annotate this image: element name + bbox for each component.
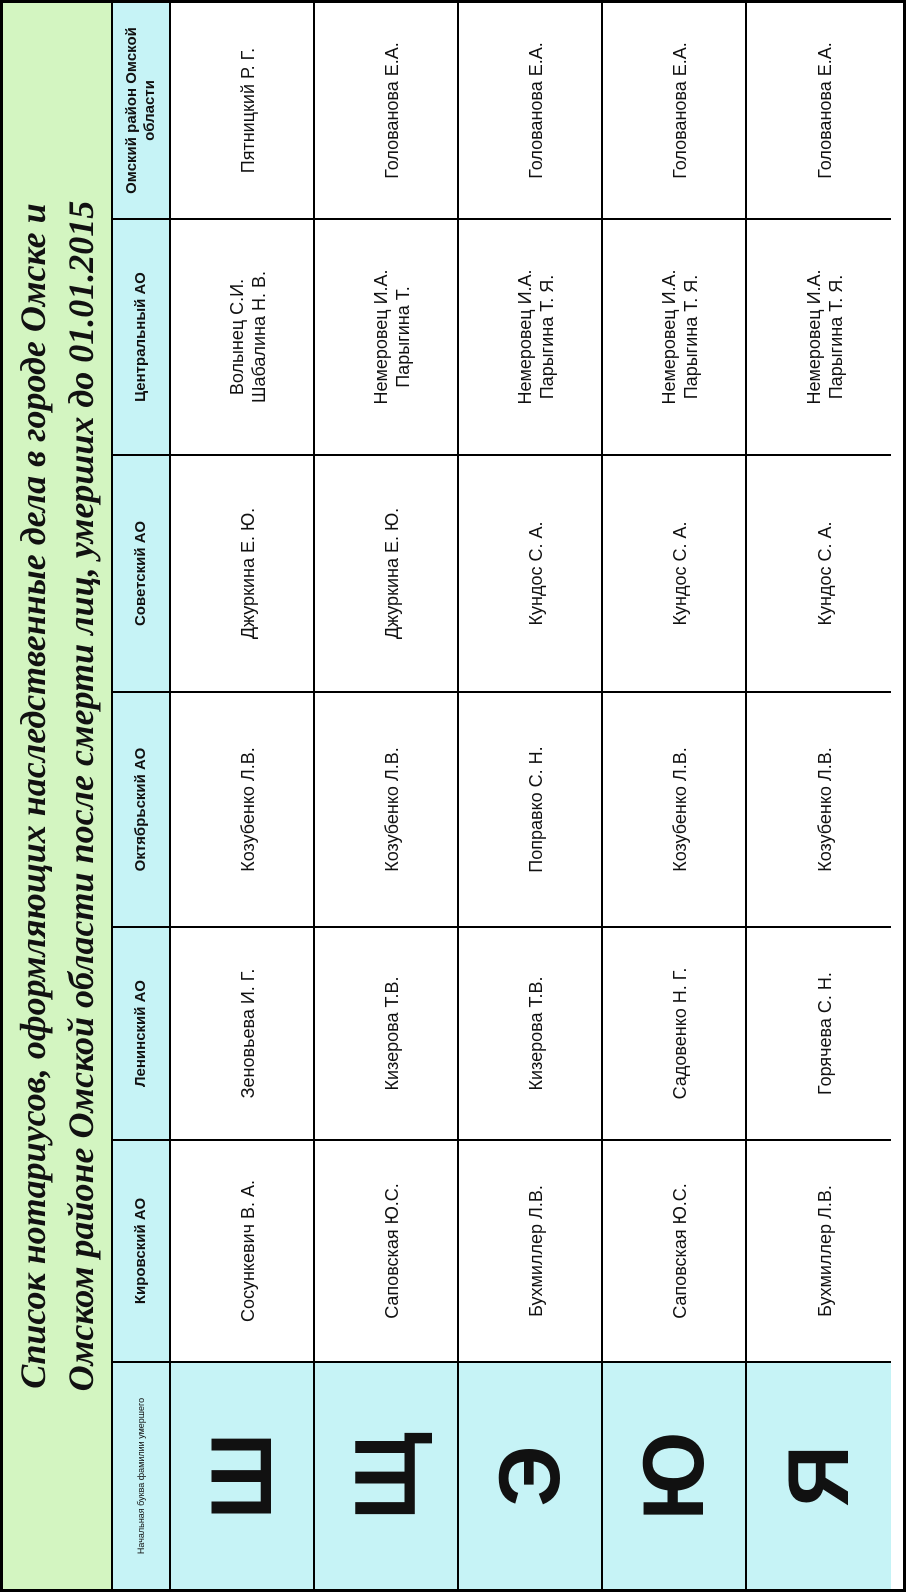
header-leninsky: Ленинский АО <box>113 926 171 1139</box>
notary-sovetsky: Кундос С. А. <box>459 454 603 691</box>
header-letter: Начальная буква фамилии умершего <box>113 1361 171 1589</box>
notary-oktyabrsky: Козубенко Л.В. <box>747 691 891 926</box>
page-title <box>3 3 113 1589</box>
header-omsky: Омский район Омской области <box>113 3 171 218</box>
notary-leninsky: Горячева С. Н. <box>747 926 891 1139</box>
notary-centralny-2: Парыгина Т. Я. <box>826 274 846 400</box>
notary-centralny-2: Парыгина Т. <box>393 286 413 388</box>
notary-oktyabrsky: Козубенко Л.В. <box>603 691 747 926</box>
notary-centralny-2: Шабалина Н. В. <box>249 271 269 403</box>
notary-oktyabrsky: Козубенко Л.В. <box>315 691 459 926</box>
notary-leninsky: Кизерова Т.В. <box>459 926 603 1139</box>
notary-kirovsky: Бухмиллер Л.В. <box>459 1139 603 1361</box>
notary-sovetsky: Джуркина Е. Ю. <box>171 454 315 691</box>
notary-kirovsky: Сосункевич В. А. <box>171 1139 315 1361</box>
notary-centralny-2: Парыгина Т. Я. <box>537 274 557 400</box>
notary-kirovsky: Бухмиллер Л.В. <box>747 1139 891 1361</box>
notary-sovetsky: Джуркина Е. Ю. <box>315 454 459 691</box>
header-oktyabrsky: Октябрьский АО <box>113 691 171 926</box>
notary-omsky: Голованова Е.А. <box>603 3 747 218</box>
notary-omsky: Голованова Е.А. <box>815 42 835 179</box>
notary-sovetsky: Кундос С. А. <box>603 454 747 691</box>
row-letter: Э <box>459 1361 603 1589</box>
notary-omsky: Голованова Е.А. <box>459 3 603 218</box>
notary-table <box>113 3 903 1589</box>
title-line-1: Список нотариусов, оформляющих наследственные дела в городе Омске и <box>13 203 53 1389</box>
notary-centralny <box>171 218 315 454</box>
row-letter: Ю <box>603 1361 747 1589</box>
notary-centralny-1: Немеровец И.А. <box>659 269 679 405</box>
notary-centralny <box>459 218 603 454</box>
notary-omsky: Голованова Е.А. <box>315 3 459 218</box>
header-sovetsky: Советский АО <box>113 454 171 691</box>
notary-leninsky: Зеновьева И. Г. <box>171 926 315 1139</box>
header-kirovsky: Кировский АО <box>113 1139 171 1361</box>
notary-kirovsky: Саповская Ю.С. <box>603 1139 747 1361</box>
notary-leninsky: Кизерова Т.В. <box>315 926 459 1139</box>
notary-oktyabrsky: Поправко С. Н. <box>459 691 603 926</box>
notary-sovetsky: Кундос С. А. <box>747 454 891 691</box>
notary-centralny-1: Немеровец И.А. <box>804 269 824 405</box>
row-letter: Щ <box>315 1361 459 1589</box>
row-letter: Я <box>747 1361 891 1589</box>
notary-oktyabrsky: Козубенко Л.В. <box>171 691 315 926</box>
notary-centralny <box>315 218 459 454</box>
notary-kirovsky: Саповская Ю.С. <box>315 1139 459 1361</box>
row-letter: Ш <box>171 1361 315 1589</box>
header-centralny: Центральный АО <box>113 218 171 454</box>
title-line-2: Омском районе Омской области после смерти лиц, умерших до 01.01.2015 <box>61 200 101 1392</box>
notary-leninsky: Садовенко Н. Г. <box>603 926 747 1139</box>
notary-centralny-1: Немеровец И.А. <box>515 269 535 405</box>
notary-centralny <box>603 218 747 454</box>
notary-centralny-1: Немеровец И.А. <box>371 269 391 405</box>
notary-centralny-1: Волынец С.И. <box>227 278 247 396</box>
notary-centralny <box>747 218 891 454</box>
notary-centralny-2: Парыгина Т. Я. <box>681 274 701 400</box>
notary-omsky: Пятницкий Р. Г. <box>171 3 315 218</box>
